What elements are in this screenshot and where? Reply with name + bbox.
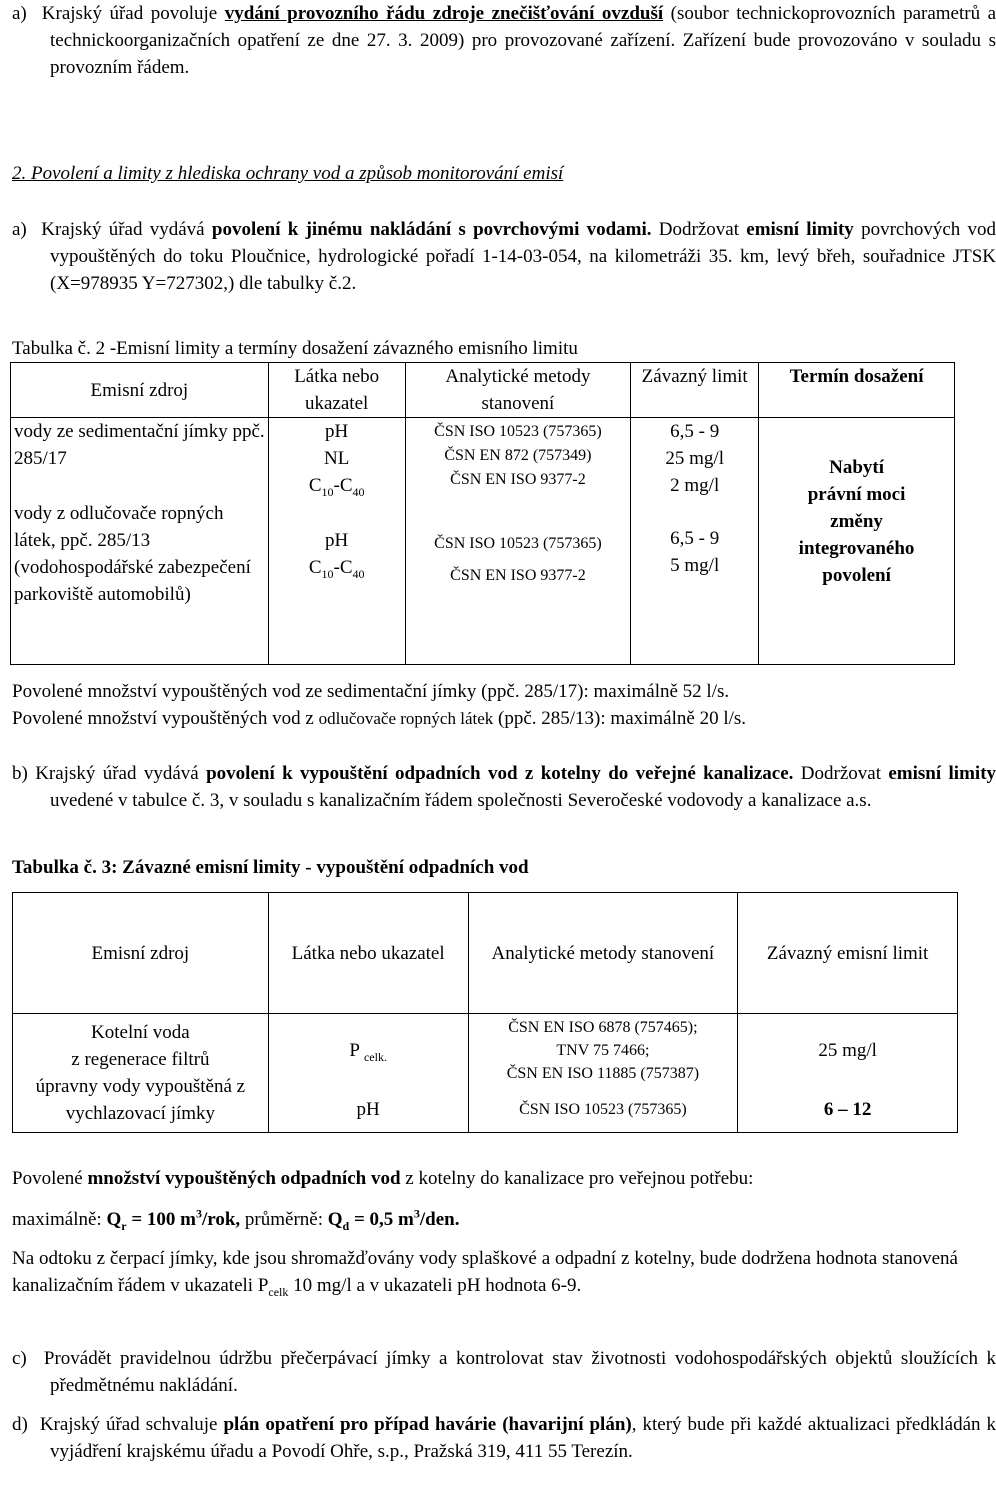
deadline-text: integrovaného — [798, 537, 915, 559]
limit: 6,5 - 9 — [670, 528, 720, 549]
limit: 25 mg/l — [665, 448, 724, 469]
text: Povolené množství vypouštěných vod z — [12, 708, 314, 729]
emphasis-text: povolení k jinému nakládání s povrchovými vodami. — [211, 219, 652, 240]
source-cell: vody z odlučovače ropných látek, ppč. 285/13 (vodohospodářské zabezpečení parkoviště automobilů) — [14, 503, 251, 605]
text: C — [308, 475, 322, 496]
substance: NL — [323, 448, 350, 469]
subscript: 10 — [321, 566, 334, 581]
text: P — [349, 1039, 360, 1061]
method: ČSN EN ISO 6878 (757465); — [508, 1018, 698, 1036]
superscript: 3 — [195, 1206, 202, 1221]
method: ČSN ISO 10523 (757365) — [434, 423, 602, 440]
substance-cell — [268, 418, 405, 501]
list-label: b) — [12, 763, 28, 784]
text: 10 mg/l a v ukazateli pH hodnota 6-9. — [293, 1275, 582, 1296]
text: /den. — [419, 1209, 460, 1230]
header-cell: Emisní zdroj — [11, 363, 269, 418]
table-header-row — [13, 893, 958, 1014]
source-cell: vody ze sedimentační jímky ppč. 285/17 — [14, 421, 265, 469]
table-row — [13, 1014, 958, 1087]
subscript: celk. — [363, 1049, 387, 1064]
wastewater-limits-table — [12, 892, 958, 1133]
header-cell: Látka nebo ukazatel — [268, 893, 468, 1014]
emphasis-text: množství vypouštěných odpadních vod — [87, 1168, 401, 1189]
header-cell: Závazný limit — [631, 363, 759, 418]
method-cell — [405, 418, 631, 501]
method: TNV 75 7466; — [556, 1041, 650, 1059]
limit: 2 mg/l — [670, 475, 720, 496]
wastewater-quantity-values — [12, 1206, 958, 1233]
method-cell — [468, 1014, 738, 1087]
text: , který bude při každé aktualizaci předkládán k vyjádření krajskému úřadu a Povodí Ohře, s.p., Pražská 319, 411 55 Terezín. — [50, 1414, 996, 1462]
header-cell: Látka nebo ukazatel — [268, 363, 405, 418]
text: Krajský úřad povoluje — [41, 3, 218, 24]
source-line: Kotelní voda — [91, 1022, 190, 1043]
method: ČSN EN 872 (757349) — [444, 447, 592, 464]
section-heading: 2. Povolení a limity z hlediska ochrany vod a způsob monitorování emisí — [12, 163, 564, 184]
list-label: d) — [12, 1414, 28, 1435]
method: ČSN EN ISO 9377-2 — [450, 471, 586, 488]
text: Q — [106, 1209, 122, 1230]
limit-cell — [631, 500, 759, 665]
emphasis-text: emisní limity — [888, 763, 996, 784]
text: Na odtoku z čerpací jímky, kde jsou shromažďovány vody splaškové a odpadní z kotelny, bude dodržena hodnota stanovená kanalizačním řádem v ukazateli P — [12, 1248, 958, 1296]
subscript: 40 — [352, 484, 365, 499]
header-cell: Termín dosažení — [759, 363, 955, 418]
text: odlučovače ropných látek — [318, 709, 494, 728]
text: Krajský úřad vydává — [41, 219, 205, 240]
substance — [272, 472, 402, 499]
limit-cell: 6 – 12 — [738, 1086, 958, 1133]
text: = 100 m — [131, 1209, 196, 1230]
text: Krajský úřad vydává — [35, 763, 199, 784]
section2-paragraph-a — [12, 216, 996, 297]
header-cell: Závazný emisní limit — [738, 893, 958, 1014]
subscript: d — [342, 1218, 350, 1233]
text: (soubor technickoprovozních parametrů a technickoorganizačních opatření ze dne 27. 3. 2009) pro provozované zařízení. Zařízení bude provozováno v souladu s provozním řádem. — [50, 3, 996, 78]
text: Q — [327, 1209, 343, 1230]
max-flow-value — [106, 1206, 241, 1233]
substance-cell: pH — [268, 1086, 468, 1133]
section-b-paragraph — [12, 760, 996, 814]
table-header-row — [11, 363, 955, 418]
substance-cell — [268, 500, 405, 665]
text: -C — [333, 475, 353, 496]
source-line: vychlazovací jímky — [65, 1103, 216, 1124]
text: povrchových vod vypouštěných do toku Ploučnice, hydrologické pořadí 1-14-03-054, na kilometráži 35. km, levý břeh, souřadnice JTSK (X=978935 Y=727302,) dle tabulky č.2. — [50, 219, 996, 294]
allowed-quantity-line — [12, 705, 958, 732]
text: Dodržovat — [800, 763, 881, 784]
text: maximálně: — [12, 1209, 102, 1230]
deadline-text: Nabytí — [829, 456, 885, 478]
section-c-paragraph — [12, 1345, 996, 1399]
substance — [272, 554, 402, 581]
table2-caption: Tabulka č. 2 -Emisní limity a termíny dosažení závazného emisního limitu — [12, 338, 578, 359]
table-row — [11, 418, 955, 501]
limit-cell — [631, 418, 759, 501]
intro-paragraph-a — [12, 0, 996, 81]
substance-cell — [268, 1014, 468, 1087]
subscript: r — [121, 1218, 127, 1233]
method: ČSN EN ISO 9377-2 — [450, 567, 586, 584]
wastewater-quantity-paragraph — [12, 1165, 958, 1192]
limit: 5 mg/l — [670, 555, 720, 576]
subscript: celk — [268, 1284, 289, 1299]
table3-caption: Tabulka č. 3: Závazné emisní limity - vypouštění odpadních vod — [12, 857, 529, 878]
list-label: a) — [12, 3, 27, 24]
source-line: úpravny vody vypouštěná z — [35, 1076, 246, 1097]
deadline-text: povolení — [822, 564, 891, 586]
emphasis-text: povolení k vypouštění odpadních vod z kotelny do veřejné kanalizace. — [206, 763, 794, 784]
text: C — [308, 557, 322, 578]
limit: 6,5 - 9 — [670, 421, 720, 442]
text: (ppč. 285/13): maximálně 20 l/s. — [498, 708, 747, 729]
source-line: z regenerace filtrů — [71, 1049, 210, 1070]
deadline-text: právní moci — [807, 483, 906, 505]
method: ČSN EN ISO 11885 (757387) — [506, 1064, 700, 1082]
header-cell: Analytické metody stanovení — [468, 893, 738, 1014]
method: ČSN ISO 10523 (757365) — [434, 535, 602, 552]
subscript: 10 — [321, 484, 334, 499]
text: z kotelny do kanalizace pro veřejnou potřebu: — [405, 1168, 754, 1189]
header-cell: Emisní zdroj — [13, 893, 269, 1014]
text: Krajský úřad schvaluje — [39, 1414, 218, 1435]
pump-pit-paragraph — [12, 1245, 958, 1299]
subscript: 40 — [352, 566, 365, 581]
text: Dodržovat — [658, 219, 739, 240]
source-cell — [13, 1014, 269, 1133]
list-label: c) — [12, 1348, 27, 1369]
text: = 0,5 m — [353, 1209, 414, 1230]
substance: pH — [325, 530, 349, 551]
section-d-paragraph — [12, 1411, 996, 1465]
limit-cell: 25 mg/l — [738, 1014, 958, 1087]
method-cell: ČSN ISO 10523 (757365) — [468, 1086, 738, 1133]
text: průměrně: — [244, 1209, 323, 1230]
header-cell: Analytické metody stanovení — [405, 363, 631, 418]
list-label: a) — [12, 219, 27, 240]
emphasis-text: vydání provozního řádu zdroje znečišťování ovzduší — [224, 3, 664, 24]
text: Povolené — [12, 1168, 83, 1189]
allowed-quantity-line: Povolené množství vypouštěných vod ze sedimentační jímky (ppč. 285/17): maximálně 52 l/s. — [12, 681, 730, 702]
emphasis-text: plán opatření pro případ havárie (havarijní plán) — [223, 1414, 632, 1435]
text: Provádět pravidelnou údržbu přečerpávací jímky a kontrolovat stav životnosti vodohospodářských objektů sloužících k předmětnému nakládání. — [43, 1348, 996, 1396]
superscript: 3 — [413, 1206, 420, 1221]
deadline-cell — [759, 418, 955, 665]
substance: pH — [325, 421, 349, 442]
text: uvedené v tabulce č. 3, v souladu s kanalizačním řádem společnosti Severočeské vodovody a kanalizace a.s. — [50, 790, 872, 811]
emission-limits-table — [10, 362, 955, 665]
avg-flow-value — [327, 1206, 460, 1233]
deadline-text: změny — [830, 510, 883, 532]
method-cell — [405, 500, 631, 665]
emphasis-text: emisní limity — [746, 219, 854, 240]
text: /rok, — [201, 1209, 241, 1230]
text: -C — [333, 557, 353, 578]
